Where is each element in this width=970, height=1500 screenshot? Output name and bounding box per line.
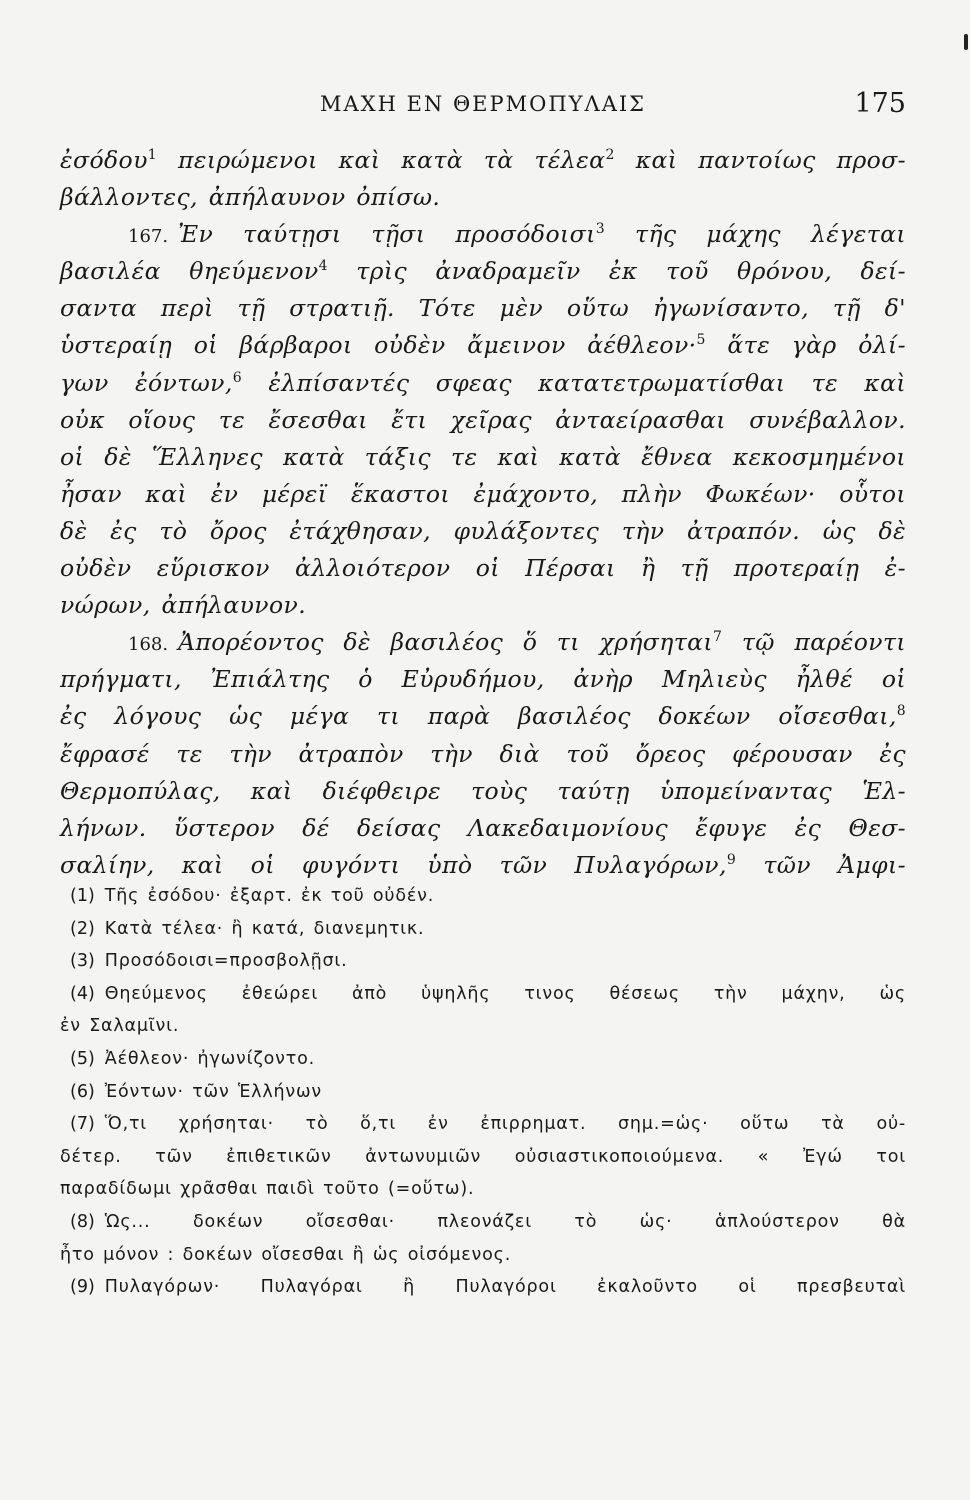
footnote: (9) Πυλαγόρων· Πυλαγόραι ἢ Πυλαγόροι ἐκαλοῦντο οἱ πρεσβευταὶ [70, 1277, 906, 1298]
footnote-mark: (2) [70, 918, 95, 939]
text-line: σαντα περὶ τῇ στρατιῇ. Τότε μὲν οὕτω ἠγωνίσαντο, τῇ δ' [60, 294, 906, 323]
footnote-continuation: παραδίδωμι χρᾶσθαι παιδὶ τοῦτο (=οὕτω). [60, 1179, 475, 1200]
text-line: σαλίην, καὶ οἱ φυγόντι ὑπὸ τῶν Πυλαγόρων,$^9$ τῶν Ἀμφι- [60, 850, 906, 879]
text-line: οὐδὲν εὕρισκον ἀλλοιότερον οἱ Πέρσαι ἢ τῇ προτεραίῃ ἐ- [60, 554, 906, 583]
footnote-mark: (7) [70, 1114, 95, 1135]
text-line: ἐς λόγους ὡς μέγα τι παρὰ βασιλέος δοκέων οἴσεσθαι,$^8$ [60, 702, 906, 731]
footnote-mark: (3) [70, 951, 95, 972]
text-line: δὲ ἐς τὸ ὄρος ἐτάχθησαν, φυλάξοντες τὴν ἀτραπόν. ὡς δὲ [60, 516, 906, 545]
text-line: ἔφρασέ τε τὴν ἀτραπὸν τὴν διὰ τοῦ ὄρεος φέρουσαν ἐς [60, 739, 906, 768]
text-line: βασιλέα θηεύμενον$^4$ τρὶς ἀναδραμεῖν ἐκ τοῦ θρόνου, δεί- [60, 257, 906, 286]
footnote: (4) Θηεύμενος ἐθεώρει ἀπὸ ὑψηλῆς τινος θέσεως τὴν μάχην, ὡς [70, 983, 906, 1004]
text-line: οὐκ οἵους τε ἔσεσθαι ἔτι χεῖρας ἀνταείρασθαι συνέβαλλον. [60, 405, 906, 434]
footnote: (7) Ὅ,τι χρήσηται· τὸ ὅ,τι ἐν ἐπιρρηματ. σημ.=ὡς· οὕτω τὰ οὐ- [70, 1114, 906, 1135]
text-line: ὑστεραίῃ οἱ βάρβαροι οὐδὲν ἄμεινον ἀέθλεον·$^5$ ἅτε γὰρ ὀλί- [60, 331, 906, 360]
footnote-continuation: δέτερ. τῶν ἐπιθετικῶν ἀντωνυμιῶν οὐσιαστικοποιούμενα. « Ἐγώ τοι [60, 1146, 906, 1167]
footnote: (6) Ἐόντων· τῶν Ἑλλήνων [70, 1081, 322, 1102]
text-line: βάλλοντες, ἀπήλαυνον ὀπίσω. [60, 183, 441, 212]
text-line: ἦσαν καὶ ἐν μέρεϊ ἕκαστοι ἐμάχοντο, πλὴν Φωκέων· οὗτοι [60, 479, 906, 508]
footnote: (5) Ἀέθλεον· ἠγωνίζοντο. [70, 1048, 315, 1069]
section-number: 167. [128, 226, 169, 248]
footnote-mark: (6) [70, 1081, 95, 1102]
text-line: πρήγματι, Ἐπιάλτης ὁ Εὐρυδήμου, ἀνὴρ Μηλιεὺς ἦλθέ οἱ [60, 665, 906, 694]
footnote-mark: (4) [70, 983, 95, 1004]
footnote-mark: (8) [70, 1211, 95, 1232]
running-title: ΜΑΧΗ ΕΝ ΘΕΡΜΟΠΥΛΑΙΣ [319, 92, 647, 116]
footnote-mark: (5) [70, 1048, 95, 1069]
main-text [60, 142, 906, 884]
footnote: (2) Κατὰ τέλεα· ἢ κατά, διανεμητικ. [70, 918, 425, 939]
text-line: γων ἐόντων,$^6$ ἐλπίσαντές σφεας κατατετρωματίσθαι τε καὶ [60, 368, 907, 397]
text-line: 168. Ἀπορέοντος δὲ βασιλέος ὅ τι χρήσηται$^7$ τῷ παρέοντι [128, 628, 906, 657]
text-line: νώρων, ἀπήλαυνον. [60, 591, 307, 620]
text-line: λήνων. ὕστερον δέ δείσας Λακεδαιμονίους ἔφυγε ἐς Θεσ- [60, 813, 906, 842]
running-head [60, 88, 906, 122]
footnote: (3) Προσόδοισι=προσβολῇσι. [70, 951, 348, 972]
edge-mark [964, 34, 968, 50]
text-line: 167. Ἐν ταύτῃσι τῇσι προσόδοισι$^3$ τῆς μάχης λέγεται [128, 220, 906, 249]
footnote-mark: (9) [70, 1277, 95, 1298]
text-line: ἐσόδου$^1$ πειρώμενοι καὶ κατὰ τὰ τέλεα$^2$ καὶ παντοίως προσ- [60, 146, 906, 174]
footnote-continuation: ἦτο μόνον : δοκέων οἴσεσθαι ἢ ὡς οἰσόμενος. [60, 1244, 512, 1265]
footnote: (1) Τῆς ἐσόδου· ἐξαρτ. ἐκ τοῦ οὐδέν. [70, 886, 435, 906]
page-number: 175 [854, 88, 906, 119]
text-line: Θερμοπύλας, καὶ διέφθειρε τοὺς ταύτῃ ὑπομείναντας Ἑλ- [60, 776, 906, 805]
footnote-continuation: ἐν Σαλαμῖνι. [60, 1016, 180, 1037]
section-number: 168. [128, 634, 169, 656]
text-line: οἱ δὲ Ἕλληνες κατὰ τάξις τε καὶ κατὰ ἔθνεα κεκοσμημένοι [60, 442, 906, 471]
footnotes [60, 880, 906, 1304]
footnote-mark: (1) [70, 886, 95, 906]
footnote: (8) Ὡς... δοκέων οἴσεσθαι· πλεονάζει τὸ ὡς· ἁπλούστερον θὰ [70, 1211, 906, 1232]
